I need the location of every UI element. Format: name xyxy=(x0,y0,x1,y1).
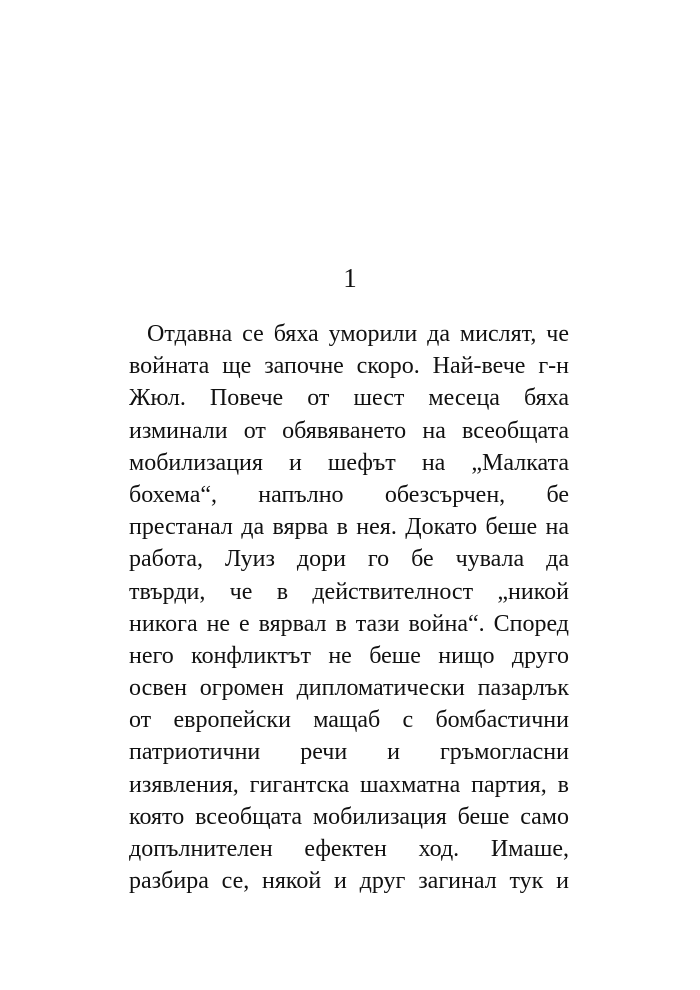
text-line: твърди, че в действителност „никой xyxy=(129,578,569,605)
text-line: от европейски мащаб с бомбастични xyxy=(129,707,569,734)
text-line: Отдавна се бяха уморили да мислят, че xyxy=(147,321,569,347)
text-line: която всеобщата мобилизация беше само xyxy=(129,803,569,830)
text-line: освен огромен дипломатически пазарлък xyxy=(129,675,569,702)
text-line: Жюл. Повече от шест месеца бяха xyxy=(129,385,569,412)
text-line: никога не е вярвал в тази война“. Според xyxy=(129,610,569,637)
text-line: мобилизация и шефът на „Малката xyxy=(129,449,569,476)
chapter-number: 1 xyxy=(343,263,357,293)
text-line: престанал да вярва в нея. Докато беше на xyxy=(129,514,569,541)
text-line: изминали от обявяването на всеобщата xyxy=(129,417,569,444)
text-line: бохема“, напълно обезсърчен, бе xyxy=(129,481,569,508)
text-line: работа, Луиз дори го бе чувала да xyxy=(129,546,569,573)
text-line: изявления, гигантска шахматна партия, в xyxy=(129,771,569,798)
text-line: разбира се, някой и друг загинал тук и xyxy=(129,868,569,895)
text-line: войната ще започне скоро. Най-вече г-н xyxy=(129,353,569,380)
chapter-body-paragraph xyxy=(129,318,569,897)
text-line: допълнителен ефектен ход. Имаше, xyxy=(129,836,569,862)
text-line: патриотични речи и гръмогласни xyxy=(129,739,569,766)
text-line: него конфликтът не беше нищо друго xyxy=(129,642,569,669)
